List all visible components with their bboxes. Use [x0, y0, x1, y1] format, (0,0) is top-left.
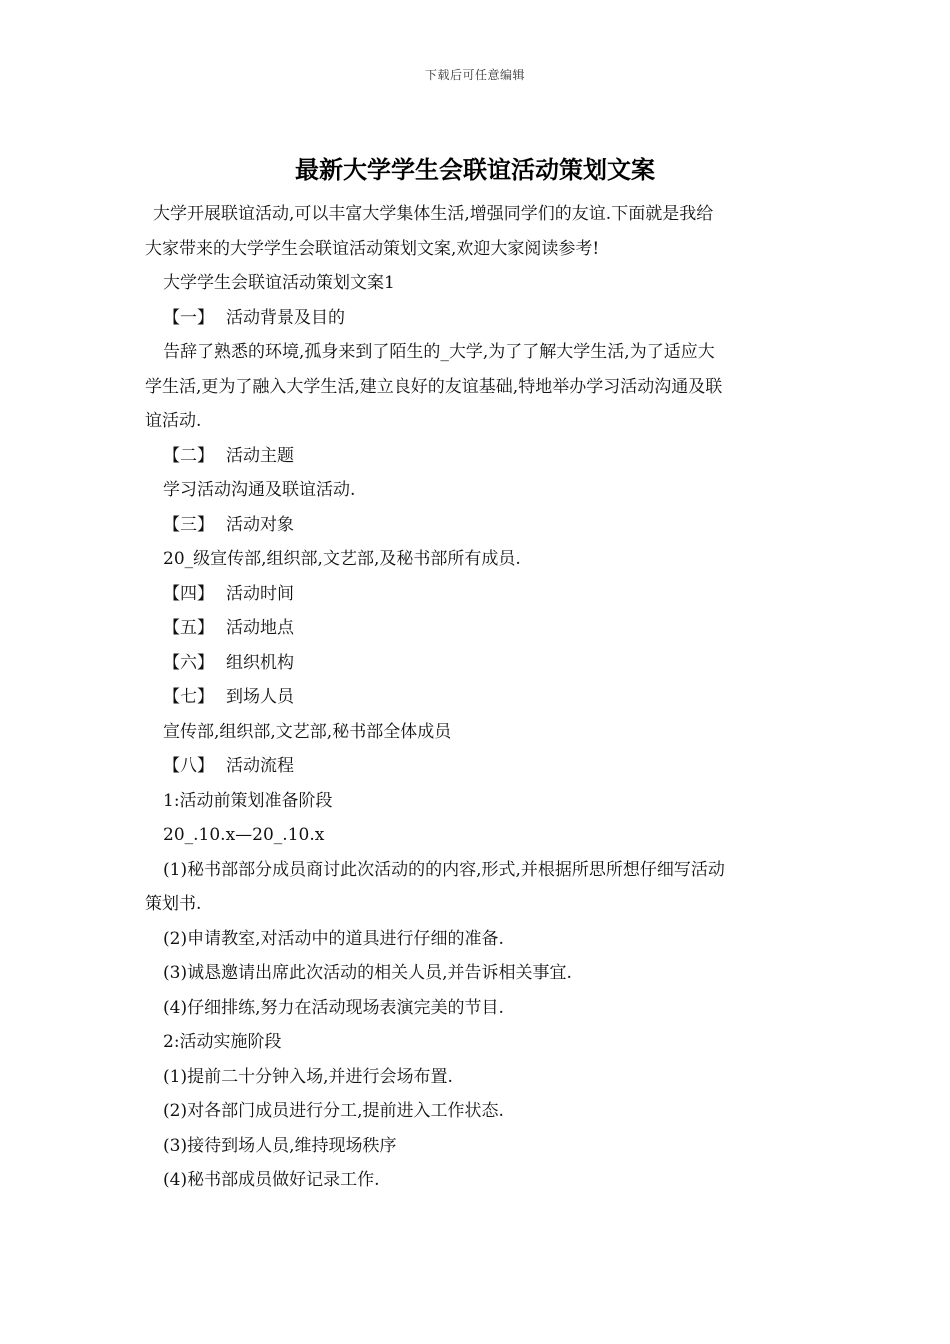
- body-line: [145, 887, 809, 922]
- section-number: 【五】: [163, 618, 214, 638]
- body-line: [145, 1060, 809, 1095]
- body-line-text: 大学开展联谊活动,可以丰富大学集体生活,增强同学们的友谊.下面就是我给: [153, 204, 714, 224]
- body-line-text: 大学学生会联谊活动策划文案1: [163, 273, 395, 293]
- body-line: [145, 266, 809, 301]
- section-number: 【二】: [163, 445, 214, 466]
- body-line: [145, 335, 809, 370]
- body-line: [145, 853, 809, 888]
- body-line: [145, 542, 809, 577]
- body-line-text: (4)仔细排练,努力在活动现场表演完美的节目.: [163, 997, 504, 1018]
- body-line: [145, 370, 809, 405]
- section-heading: [145, 301, 809, 336]
- body-line-text: 大家带来的大学学生会联谊活动策划文案,欢迎大家阅读参考!: [145, 238, 600, 259]
- section-heading-text: 活动时间: [226, 583, 294, 604]
- body-line-text: 学习活动沟通及联谊活动.: [163, 480, 356, 500]
- section-heading-text: 活动对象: [226, 514, 294, 535]
- document-title: 最新大学学生会联谊活动策划文案: [295, 156, 655, 184]
- body-line-text: 20_.10.x—20_.10.x: [163, 825, 325, 845]
- section-number: 【七】: [163, 687, 214, 707]
- section-number: 【四】: [163, 583, 214, 604]
- body-line: [145, 232, 809, 267]
- section-heading-text: 活动流程: [226, 756, 294, 776]
- section-heading-text: 组织机构: [226, 652, 294, 673]
- body-line-text: 2:活动实施阶段: [163, 1032, 282, 1052]
- section-heading-text: 活动地点: [226, 618, 294, 638]
- body-line: [145, 715, 809, 750]
- body-line: [145, 956, 809, 991]
- body-line: [145, 922, 809, 957]
- body-line: [145, 784, 809, 819]
- section-heading: [145, 508, 809, 543]
- body-line-text: (3)诚恳邀请出席此次活动的相关人员,并告诉相关事宜.: [163, 963, 572, 983]
- body-line-text: (1)秘书部部分成员商讨此次活动的的内容,形式,并根据所思所想仔细写活动: [163, 859, 725, 880]
- section-heading-text: 活动主题: [226, 445, 294, 466]
- section-heading: [145, 577, 809, 612]
- body-line-text: (1)提前二十分钟入场,并进行会场布置.: [163, 1066, 453, 1087]
- body-line-text: 谊活动.: [145, 411, 202, 431]
- body-line: [145, 473, 809, 508]
- section-heading-text: 到场人员: [226, 687, 294, 707]
- body-line: [145, 197, 809, 232]
- body-line: [145, 1163, 809, 1198]
- body-line-text: (2)申请教室,对活动中的道具进行仔细的准备.: [163, 928, 504, 949]
- section-heading-text: 活动背景及目的: [226, 307, 345, 328]
- section-number: 【八】: [163, 756, 214, 776]
- body-line-text: (2)对各部门成员进行分工,提前进入工作状态.: [163, 1101, 504, 1121]
- section-heading: [145, 680, 809, 715]
- body-line: [145, 1025, 809, 1060]
- section-number: 【三】: [163, 514, 214, 535]
- body-line-text: 学生活,更为了融入大学生活,建立良好的友谊基础,特地举办学习活动沟通及联: [145, 376, 723, 397]
- section-heading: [145, 646, 809, 681]
- body-line: [145, 1129, 809, 1164]
- body-line-text: 20_级宣传部,组织部,文艺部,及秘书部所有成员.: [163, 549, 521, 569]
- body-line-text: 1:活动前策划准备阶段: [163, 790, 333, 811]
- body-line-text: 告辞了熟悉的环境,孤身来到了陌生的_大学,为了了解大学生活,为了适应大: [163, 342, 715, 362]
- page-header-note: 下载后可任意编辑: [424, 68, 525, 82]
- body-line-text: 宣传部,组织部,文艺部,秘书部全体成员: [163, 721, 452, 742]
- body-line-text: (4)秘书部成员做好记录工作.: [163, 1170, 380, 1190]
- body-line: [145, 1094, 809, 1129]
- body-line: [145, 818, 809, 853]
- section-number: 【六】: [163, 652, 214, 673]
- body-line: [145, 404, 809, 439]
- section-number: 【一】: [163, 307, 214, 328]
- section-heading: [145, 611, 809, 646]
- body-line-text: 策划书.: [145, 894, 202, 914]
- body-line: [145, 991, 809, 1026]
- document-body: [145, 197, 809, 1198]
- body-line-text: (3)接待到场人员,维持现场秩序: [163, 1135, 397, 1156]
- section-heading: [145, 749, 809, 784]
- section-heading: [145, 439, 809, 474]
